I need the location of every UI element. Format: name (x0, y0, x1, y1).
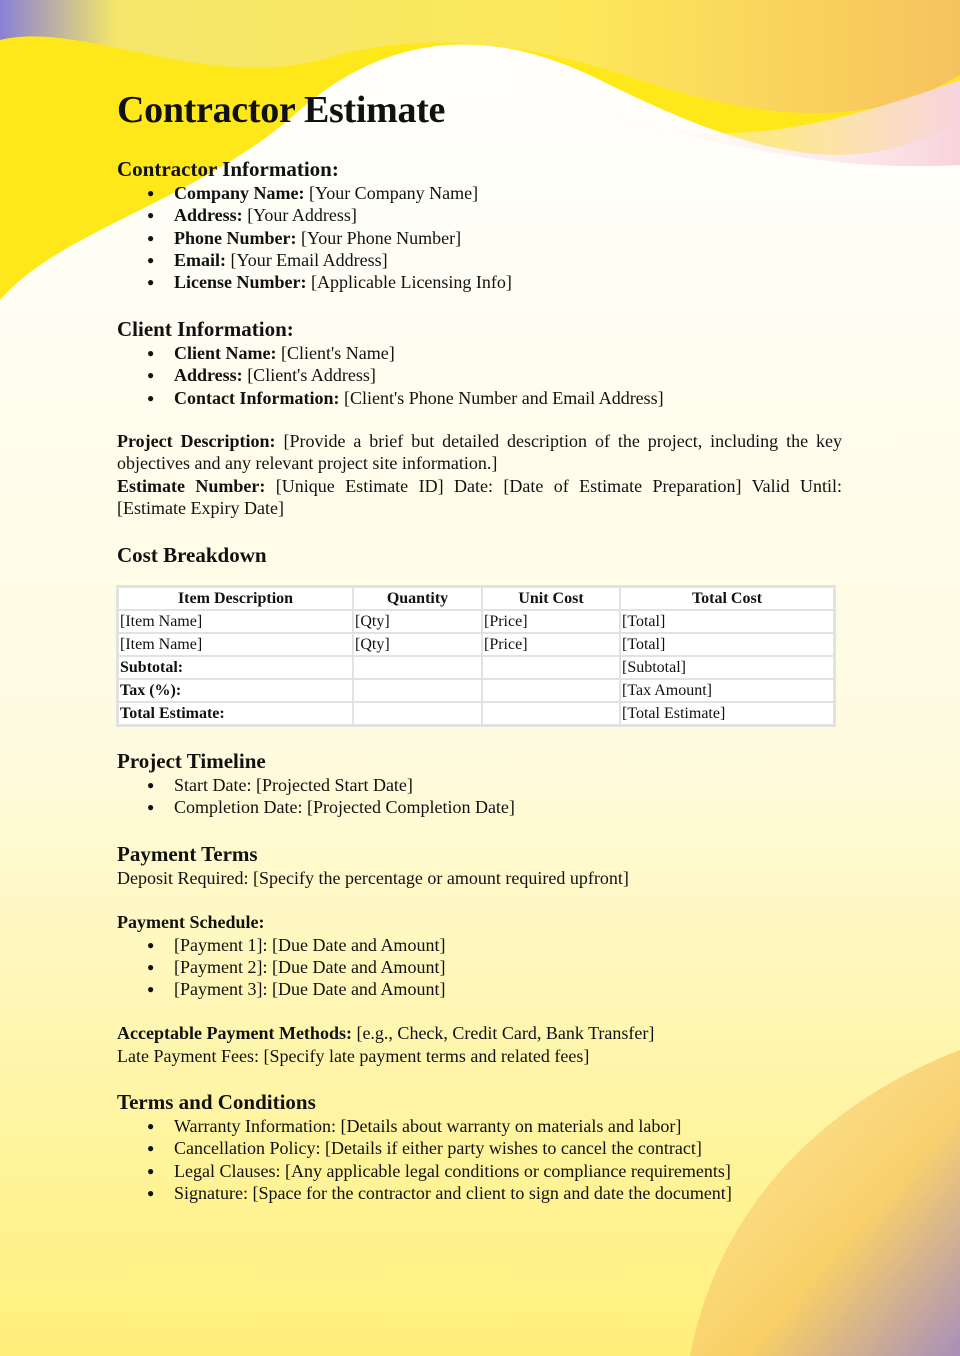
page-title: Contractor Estimate (117, 89, 446, 131)
tax-row: Tax (%): [Tax Amount] (118, 679, 834, 702)
table-row: [Item Name] [Qty] [Price] [Total] (118, 610, 834, 633)
payment-heading: Payment Terms (117, 842, 258, 866)
table-row: [Item Name] [Qty] [Price] [Total] (118, 633, 834, 656)
deposit-required: Deposit Required: [Specify the percentage or amount required upfront] (117, 868, 629, 888)
list-item: ● Client Name: [Client's Name] (147, 342, 845, 364)
subtotal-row: Subtotal: [Subtotal] (118, 656, 834, 679)
list-item: ● Cancellation Policy: [Details if either party wishes to cancel the contract] (147, 1137, 845, 1159)
list-item: ● Legal Clauses: [Any applicable legal conditions or compliance requirements] (147, 1160, 845, 1182)
timeline-heading: Project Timeline (117, 749, 266, 773)
client-heading: Client Information: (117, 317, 294, 341)
list-item: ● Signature: [Space for the contractor and client to sign and date the document] (147, 1182, 845, 1204)
contractor-section (117, 156, 845, 293)
list-item: ● Warranty Information: [Details about warranty on materials and labor] (147, 1115, 845, 1137)
table-header-row: Item Description Quantity Unit Cost Total Cost (118, 587, 834, 610)
list-item: ● Completion Date: [Projected Completion Date] (147, 796, 845, 818)
total-row: Total Estimate: [Total Estimate] (118, 702, 834, 725)
list-item: ● [Payment 3]: [Due Date and Amount] (147, 978, 845, 1000)
list-item: ● [Payment 1]: [Due Date and Amount] (147, 934, 845, 956)
project-description: Project Description: [Provide a brief but detailed description of the project, including the key objectives and any relevant project site information.] (117, 431, 843, 474)
list-item: ● Address: [Client's Address] (147, 364, 845, 386)
list-item: ● Start Date: [Projected Start Date] (147, 774, 845, 796)
list-item: ● Address: [Your Address] (147, 204, 845, 226)
payment-methods: Acceptable Payment Methods: [e.g., Check, Credit Card, Bank Transfer] (117, 1023, 655, 1044)
payment-section (117, 841, 845, 1067)
list-item: ● Phone Number: [Your Phone Number] (147, 227, 845, 249)
late-payment-fees: Late Payment Fees: [Specify late payment terms and related fees] (117, 1045, 590, 1066)
terms-section (117, 1089, 845, 1204)
list-item: ● License Number: [Applicable Licensing Info] (147, 271, 845, 293)
client-section (117, 316, 845, 409)
cost-section (117, 542, 845, 568)
cost-heading: Cost Breakdown (117, 543, 267, 567)
timeline-section (117, 748, 845, 819)
terms-heading: Terms and Conditions (117, 1090, 316, 1114)
project-section (117, 430, 842, 519)
list-item: ● Contact Information: [Client's Phone Number and Email Address] (147, 387, 845, 409)
list-item: ● Email: [Your Email Address] (147, 249, 845, 271)
estimate-number: Estimate Number: [Unique Estimate ID] Date: [Date of Estimate Preparation] Valid Until: [Estimate Expiry Date] (117, 475, 842, 518)
cost-table (116, 585, 836, 727)
payment-schedule-heading: Payment Schedule: (117, 912, 265, 933)
list-item: ● Company Name: [Your Company Name] (147, 182, 845, 204)
contractor-heading: Contractor Information: (117, 157, 339, 181)
list-item: ● [Payment 2]: [Due Date and Amount] (147, 956, 845, 978)
